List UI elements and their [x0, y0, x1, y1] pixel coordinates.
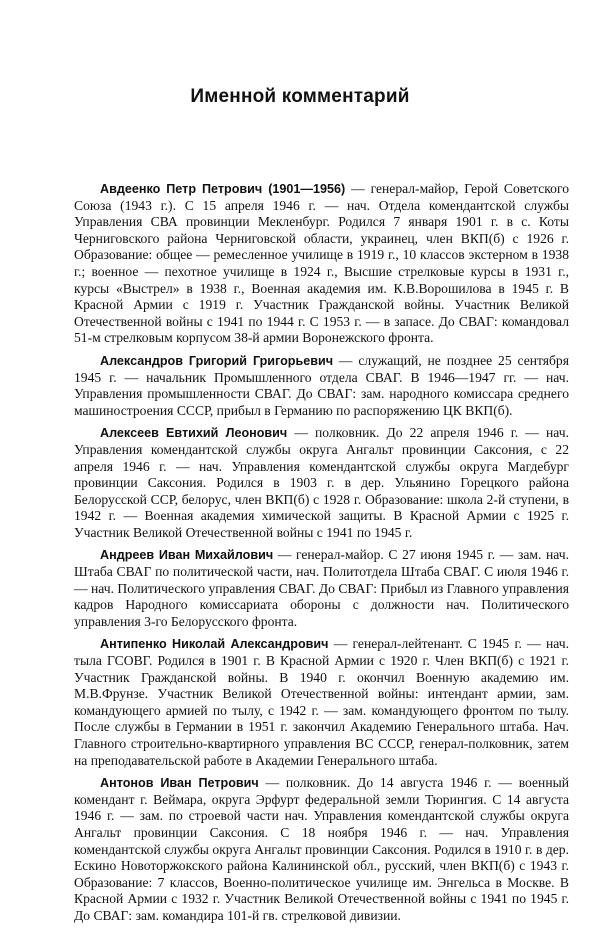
- entry-antipenko: [74, 636, 569, 769]
- entry-name: Андреев Иван Михайлович: [100, 548, 274, 563]
- entry-andreev: [74, 547, 569, 630]
- page-title: Именной комментарий: [190, 86, 410, 107]
- entry-text: — полковник. До 22 апреля 1946 г. — нач. Управления комендантской службы округа Ангальт провинции Саксония, с 22 апреля 1946 г. — нач. Управления комендантской службы округа Магдебург провинции Саксония. Родился в 1903 г. в дер. Ульянино Горецкого района Белорусской ССР, белорус, член ВКП(б) с 1928 г. Образование: школа 2-й ступени, в 1942 г. — Военная академия химической защиты. В Красной Армии с 1925 г. Участник Великой Отечественной войны с 1941 по 1945 г.: [74, 425, 569, 540]
- entry-text: — полковник. До 14 августа 1946 г. — военный комендант г. Веймара, округа Эрфурт федеральной земли Тюрингия. С 14 августа 1946 г. — зам. по строевой части нач. Управления комендантской службы округа Ангальт провинции Саксония. С 18 ноября 1946 г. — нач. Управления комендантской службы округа Ангальт провинции Саксония. Родился в 1910 г. в дер. Ескино Новоторжокского района Калининской обл., русский, член ВКП(б) с 1943 г. Образование: 7 классов, Военно-политическое училище им. Энгельса в Москве. В Красной Армии с 1932 г. Участник Великой Отечественной войны с 1941 по 1945 г. До СВАГ: зам. командира 101-й гв. стрелковой дивизии.: [74, 775, 569, 923]
- entry-alekseev: [74, 425, 569, 541]
- entry-text: — генерал-майор. С 27 июня 1945 г. — зам. нач. Штаба СВАГ по политической части, нач. Политотдела Штаба СВАГ. С июля 1946 г. — нач. Политического управления СВАГ. До СВАГ: Прибыл из Главного управления кадров Народного комиссариата обороны с должности нач. Политического управления 3-го Белорусского фронта.: [74, 547, 569, 629]
- entry-text: — генерал-майор, Герой Советского Союза (1943 г.). С 15 апреля 1946 г. — нач. Отдела комендантской службы Управления СВА провинции Мекленбург. Родился 7 января 1901 г. в с. Коты Черниговского района Черниговской области, украинец, член ВКП(б) с 1926 г. Образование: общее — ремесленное училище в 1919 г., 10 классов экстерном в 1938 г.; военное — пехотное училище в 1924 г., Высшие стрелковые курсы в 1931 г., курсы «Выстрел» в 1938 г., Военная академия им. К.В.Ворошилова в 1945 г. В Красной Армии с 1919 г. Участник Гражданской войны. Участник Великой Отечественной войны с 1941 по 1944 г. С 1953 г. — в запасе. До СВАГ: командовал 51-м стрелковым корпусом 38-й армии Воронежского фронта.: [74, 181, 570, 346]
- entry-antonov: [74, 775, 569, 924]
- entry-aleksandrov: [74, 353, 569, 419]
- entries-list: [74, 181, 569, 931]
- entry-text: — служащий, не позднее 25 сентября 1945 г. — начальник Промышленного отдела СВАГ. В 1946—1947 гг. — нач. Управления промышленности СВАГ. До СВАГ: зам. народного комиссара среднего машиностроения СССР, прибыл в Германию по распоряжению ЦК ВКП(б).: [74, 352, 569, 418]
- entry-text: — генерал-лейтенант. С 1945 г. — нач. тыла ГСОВГ. Родился в 1901 г. В Красной Армии с 1920 г. Член ВКП(б) с 1921 г. Участник Гражданской войны. В 1940 г. окончил Военную академию им. М.В.Фрунзе. Участник Великой Отечественной войны: интендант армии, зам. командующего армией по тылу, с 1942 г. — зам. командующего фронтом по тылу. После службы в Германии в 1951 г. закончил Академию Генерального штаба. Нач. Главного строительно-квартирного управления ВС СССР, генерал-полковник, затем на преподавательской работе в Академии Генерального штаба.: [74, 636, 569, 768]
- entry-name: Антонов Иван Петрович: [100, 776, 259, 791]
- entry-name: Александров Григорий Григорьевич: [100, 353, 334, 368]
- entry-name: Алексеев Евтихий Леонович: [100, 426, 288, 441]
- entry-avdeenko: [74, 181, 569, 347]
- entry-name: Антипенко Николай Александрович: [100, 637, 329, 652]
- entry-name: Авдеенко Петр Петрович (1901—1956): [100, 182, 346, 196]
